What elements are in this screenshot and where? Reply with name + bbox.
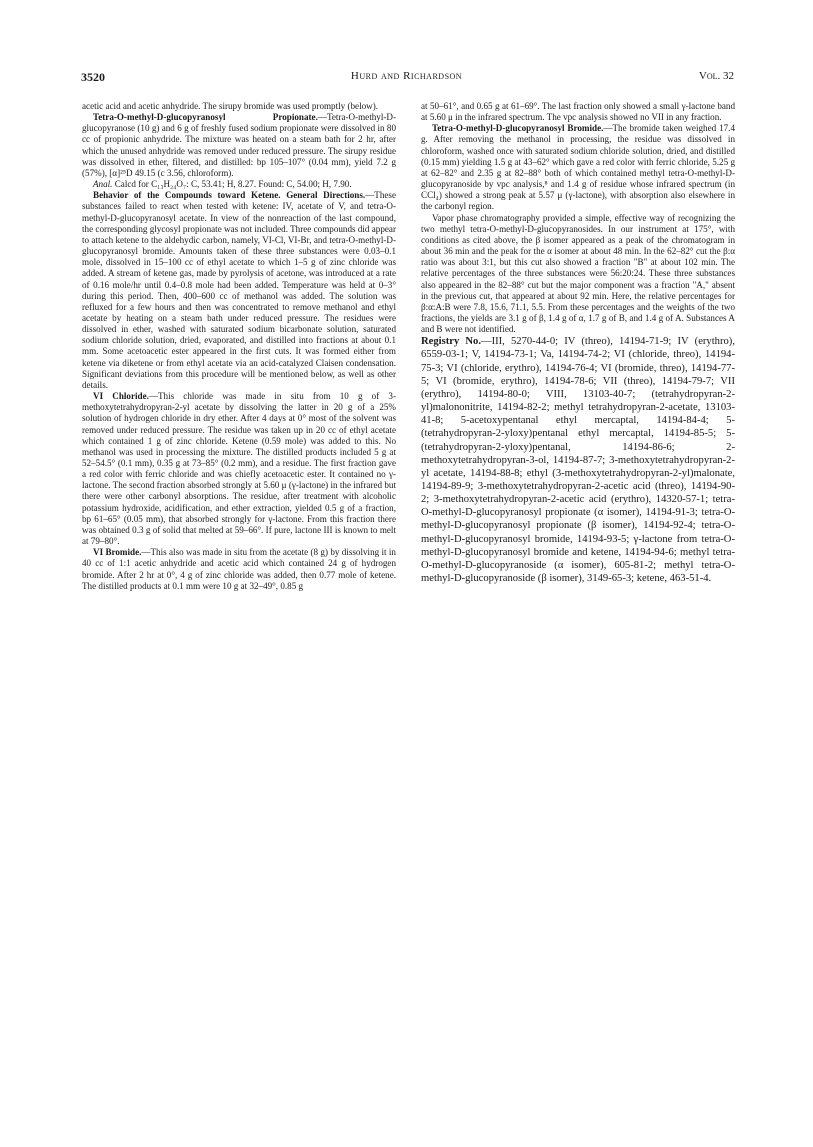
section-heading: Behavior of the Compounds toward Ketene. General Directions. <box>93 190 366 201</box>
paragraph: acetic acid and acetic anhydride. The sirupy bromide was used promptly (below). <box>82 101 379 111</box>
section-heading: VI Chloride. <box>93 391 149 402</box>
page-number: 3520 <box>81 70 105 84</box>
paragraph-body: —Tetra-O-methyl-D-glucopyranose (10 g) and 6 g of freshly fused sodium propionate were dissolved in 80 cc of propionic anhydride. The mixture was heated on a steam bath for 2 hr, after which the unused anhydride was removed under reduced pressure. The sirupy residue was dissolved in ether, filtered, and distilled: bp 105–107° (0.04 mm), yield 7.2 g (57%), [α]²⁵D 49.15 (c 3.56, chloroform). <box>82 112 396 178</box>
paragraph <box>82 391 396 547</box>
paragraph-body: —These substances failed to react when tested with ketene: IV, acetate of V, and tetra-O-methyl-D-glucopyranosyl acetate. In view of the nonreaction of the last compound, the corresponding glycosyl propionate was not included. Three compounds did appear to attach ketene to the aldehydic carbon, namely, VI-Cl, VI-Br, and tetra-O-methyl-D-glucopyranosyl bromide. Amounts taken of these three substances were 0.03–0.1 mole, dissolved in 15–100 cc of ethyl acetate to which 1–5 g of zinc chloride was added. A stream of ketene gas, made by pyrolysis of acetone, was introduced at a rate of 0.16 mole/hr until 0.4–0.8 mole had been added. Temperature was held at 0–3° during this period. Then, 400–600 cc of methanol was added. The solution was refluxed for a few hours and then was concentrated to remove methanol and ethyl acetate by heating on a steam bath under reduced pressure. The residues were dissolved in ether, washed with saturated sodium bicarbonate solution, saturated sodium chloride solution, dried, evaporated, and distilled into fractions at about 0.1 mm. Some acetoacetic ester appeared in the first cuts. It was formed either from ketene via diketene or from ethyl acetate via an acid-catalyzed Claisen condensation. Significant deviations from this procedure will be mentioned below, as well as other details. <box>82 190 396 390</box>
registry-numbers <box>421 335 735 585</box>
section-heading: VI Bromide. <box>93 547 142 558</box>
paragraph-body: —This chloride was made in situ from 10 g of 3-methoxytetrahydropyran-2-yl acetate by dissolving the latter in 20 g of a 25% solution of hydrogen chloride in dry ether. After 4 days at 0° most of the solvent was removed under reduced pressure. The residue was taken up in 20 cc of ethyl acetate which contained 1 g of zinc chloride. Ketene (0.59 mole) was added to this. No methanol was used in processing the mixture. The distilled products included 5 g at 52–54.5° (0.1 mm), 0.35 g at 73–85° (0.2 mm), and a residue. The first fraction gave a red color with ferric chloride and was chiefly acetoacetic ester. It contained no γ-lactone. The second fraction absorbed strongly at 5.60 μ (γ-lactone) in the infrared but there were other carbonyl absorptions. The residue, after treatment with alcoholic potassium hydroxide, acidification, and ether extraction, yielded 0.5 g of a fraction, bp 61–65° (0.05 mm), that absorbed strongly for γ-lactone. From this fraction there was obtained 0.3 g of solid that melted at 59–66°. If pure, lactone III is known to melt at 79–80°. <box>82 391 396 547</box>
page-header <box>0 70 813 86</box>
paragraph <box>82 179 396 190</box>
paragraph <box>421 123 735 212</box>
paragraph <box>82 547 396 592</box>
left-column <box>82 101 396 592</box>
paragraph: at 50–61°, and 0.65 g at 61–69°. The last fraction only showed a small γ-lactone band at 5.60 μ in the infrared spectrum. The vpc analysis showed no VII in any fraction. <box>421 101 735 123</box>
right-column <box>421 101 735 585</box>
section-heading: Tetra-O-methyl-D-glucopyranosyl Bromide. <box>432 123 604 134</box>
paragraph-body: —This also was made in situ from the acetate (8 g) by dissolving it in 40 cc of 1:1 acetic anhydride and acetic acid which contained 24 g of hydrogen bromide. After 2 hr at 0°, 4 g of zinc chloride was added, then 0.77 mole of ketene. The distilled products at 0.1 mm were 10 g at 32–49°, 0.85 g <box>82 547 396 591</box>
analysis-label: Anal. <box>93 179 113 190</box>
registry-body: —III, 5270-44-0; IV (threo), 14194-71-9; IV (erythro), 6559-03-1; V, 14194-73-1; Va, 14194-74-2; VI (chloride, threo), 14194-75-3; VI (chloride, erythro), 14194-76-4; VI (bromide, threo), 14194-77-5; VI (bromide, erythro), 14194-78-6; VII (threo), 14194-79-7; VII (erythro), 14194-80-0; VIII, 13103-40-7; (tetrahydropyran-2-yl)malononitrite, 14194-82-2; methyl tetrahydropyran-2-acetate, 13103-41-8; 5-acetoxypentanal ethyl mercaptal, 14194-84-4; 5-(tetrahydropyran-2-yloxy)pentanal ethyl mercaptal, 14194-85-5; 5-(tetrahydropyran-2-yloxy)pentanal, 14194-86-6; 2-methoxytetrahydropyran-3-ol, 14194-87-7; 3-methoxytetrahydropyran-2-yl acetate, 14194-88-8; ethyl (3-methoxytetrahydropyran-2-yl)malonate, 14194-89-9; 3-methoxytetrahydropyran-2-acetic acid (threo), 14194-90-2; 3-methoxytetrahydropyran-2-acetic acid (erythro), 14320-57-1; tetra-O-methyl-D-glucopyranosyl propionate (α isomer), 14194-91-3; tetra-O-methyl-D-glucopyranosyl propionate (β isomer), 14194-92-4; tetra-O-methyl-D-glucopyranosyl bromide, 14194-93-5; γ-lactone from tetra-O-methyl-D-glucopyranosyl bromide and ketene, 14194-94-6; methyl tetra-O-methyl-D-glucopyranoside (α isomer), 605-81-2; methyl tetra-O-methyl-D-glucopyranoside (β isomer), 3149-65-3; ketene, 463-51-4. <box>421 336 735 585</box>
paragraph <box>82 112 396 179</box>
paragraph <box>82 190 396 391</box>
paragraph: Vapor phase chromatography provided a simple, effective way of recognizing the two methyl tetra-O-methyl-D-glucopyranosides. In our instrument at 175°, with conditions as cited above, the β isomer appeared as a peak of the chromatogram in about 36 min and the peak for the α isomer at about 48 min. In the 62–82° cut the β:α ratio was about 3:1, but this cut also showed a fraction "B" at about 102 min. The relative percentages of the three substances were 56:20:24. These three substances also appeared in the 82–88° cut but the major component was a fraction "A," absent in the previous cut, that appeared at about 92 min. Here, the relative percentages for β:α:A:B were 7.8, 15.6, 71.1, 5.5. From these percentages and the weights of the two fractions, the yields are 3.1 g of β, 1.4 g of α, 1.7 g of B, and 1.4 g of A. Substances A and B were not identified. <box>421 212 735 335</box>
section-heading: Tetra-O-methyl-D-glucopyranosyl Propionate. <box>93 112 318 123</box>
running-title: Hurd and Richardson <box>350 70 463 82</box>
registry-heading: Registry No. <box>421 336 481 348</box>
paragraph-body: —The bromide taken weighed 17.4 g. After removing the methanol in processing, the residue was dissolved in chloroform, washed once with saturated sodium chloride solution, dried, and distilled (0.15 mm) yielding 1.5 g at 43–62° which gave a red color with ferric chloride, 5.25 g at 62–82° and 2.35 g at 82–88° both of which contained methyl tetra-O-methyl-D-glucopyranoside by vpc analysis,⁸ and 1.4 g of residue whose infrared spectrum (in CCl₄) showed a strong peak at 5.57 μ (γ-lactone), with absorption also elsewhere in the carbonyl region. <box>421 123 735 212</box>
volume-label: Vol. 32 <box>698 70 734 82</box>
paragraph-body: Calcd for C₁₃H₂₄O₇: C, 53.41; H, 8.27. Found: C, 54.00; H, 7.90. <box>112 179 352 190</box>
